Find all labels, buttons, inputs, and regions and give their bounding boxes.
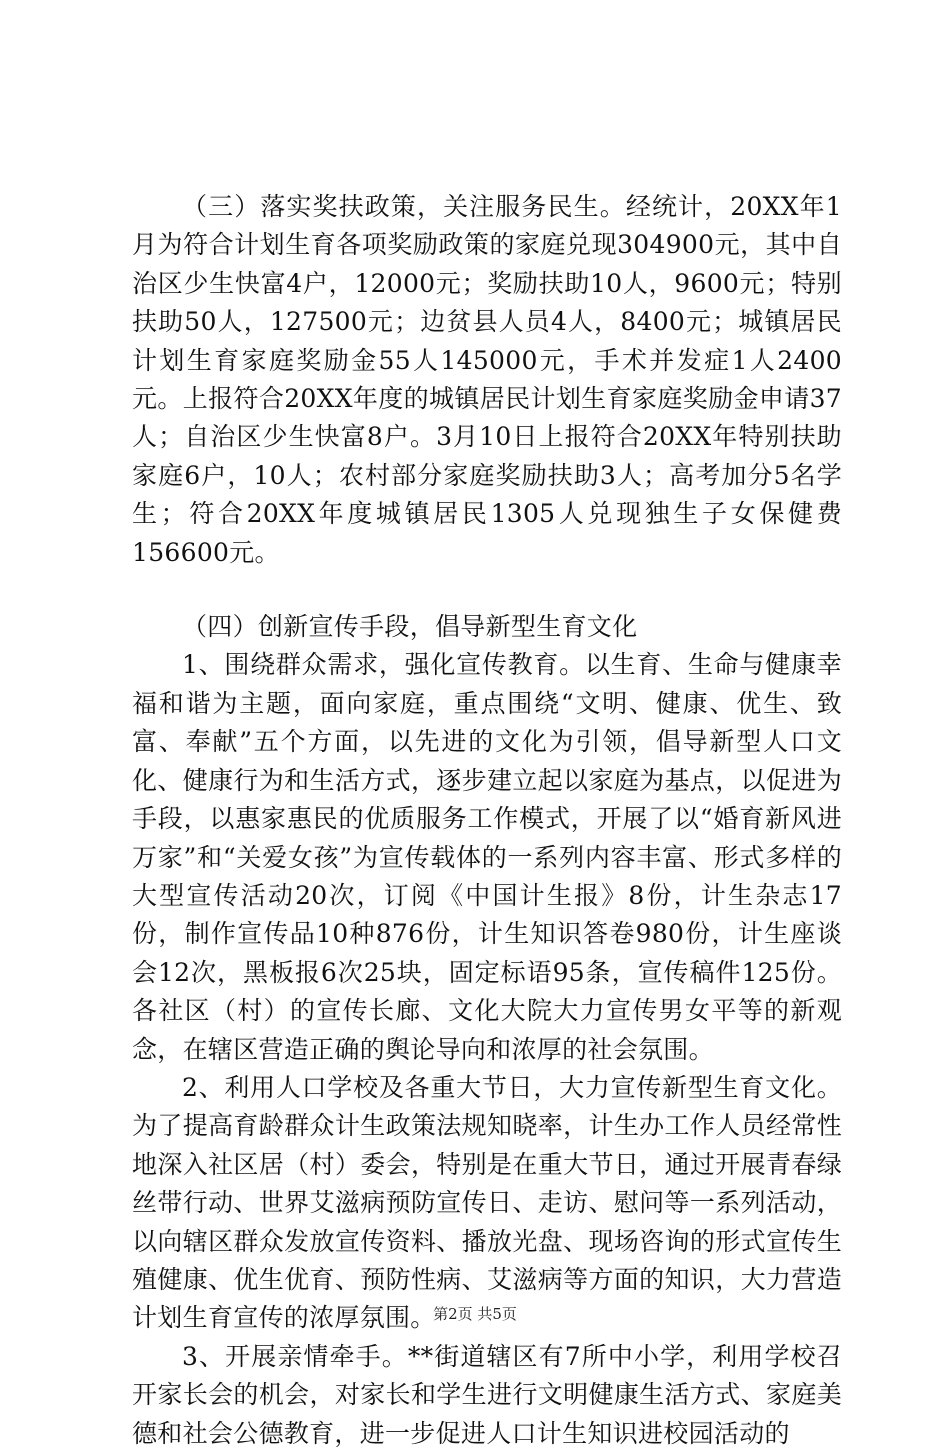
document-body: [132, 188, 842, 1453]
paragraph-population-school: 2、利用人口学校及各重大节日，大力宣传新型生育文化。为了提高育龄群众计生政策法规知晓率，计生办工作人员经常性地深入社区居（村）委会，特别是在重大节日，通过开展青春绿丝带行动、世界艾滋病预防宣传日、走访、慰问等一系列活动，以向辖区群众发放宣传资料、播放光盘、现场咨询的形式宣传生殖健康、优生优育、预防性病、艾滋病等方面的知识，大力营造计划生育宣传的浓厚氛围。: [132, 1072, 842, 1333]
paragraph-publicity-education: 1、围绕群众需求，强化宣传教育。以生育、生命与健康幸福和谐为主题，面向家庭，重点围绕“文明、健康、优生、致富、奉献”五个方面，以先进的文化为引领，倡导新型人口文化、健康行为和生活方式，逐步建立起以家庭为基点，以促进为手段，以惠家惠民的优质服务工作模式，开展了以“婚育新风进万家”和“关爱女孩”为宣传载体的一系列内容丰富、形式多样的大型宣传活动20次，订阅《中国计生报》8份，计生杂志17份，制作宣传品10种876份，计生知识答卷980份，计生座谈会12次，黑板报6次25块，固定标语95条，宣传稿件125份。各社区（村）的宣传长廊、文化大院大力宣传男女平等的新观念，在辖区营造正确的舆论导向和浓厚的社会氛围。: [132, 650, 842, 1064]
page-footer: 第2页 共5页: [433, 1305, 517, 1323]
paragraph-family-engagement: 3、开展亲情牵手。**街道辖区有7所中小学，利用学校召开家长会的机会，对家长和学生进行文明健康生活方式、家庭美德和社会公德教育，进一步促进人口计生知识进校园活动的: [132, 1341, 842, 1448]
section-heading-publicity: （四）创新宣传手段，倡导新型生育文化: [182, 612, 638, 642]
paragraph-policy-rewards: （三）落实奖扶政策，关注服务民生。经统计，20XX年1月为符合计划生育各项奖励政策的家庭兑现304900元，其中自治区少生快富4户，12000元；奖励扶助10人，9600元；特别扶助50人，127500元；边贫县人员4人，8400元；城镇居民计划生育家庭奖励金55人145000元，手术并发症1人2400元。上报符合20XX年度的城镇居民计划生育家庭奖励金申请37人；自治区少生快富8户。3月10日上报符合20XX年特别扶助家庭6户，10人；农村部分家庭奖励扶助3人；高考加分5名学生；符合20XX年度城镇居民1305人兑现独生子女保健费156600元。: [132, 192, 842, 567]
